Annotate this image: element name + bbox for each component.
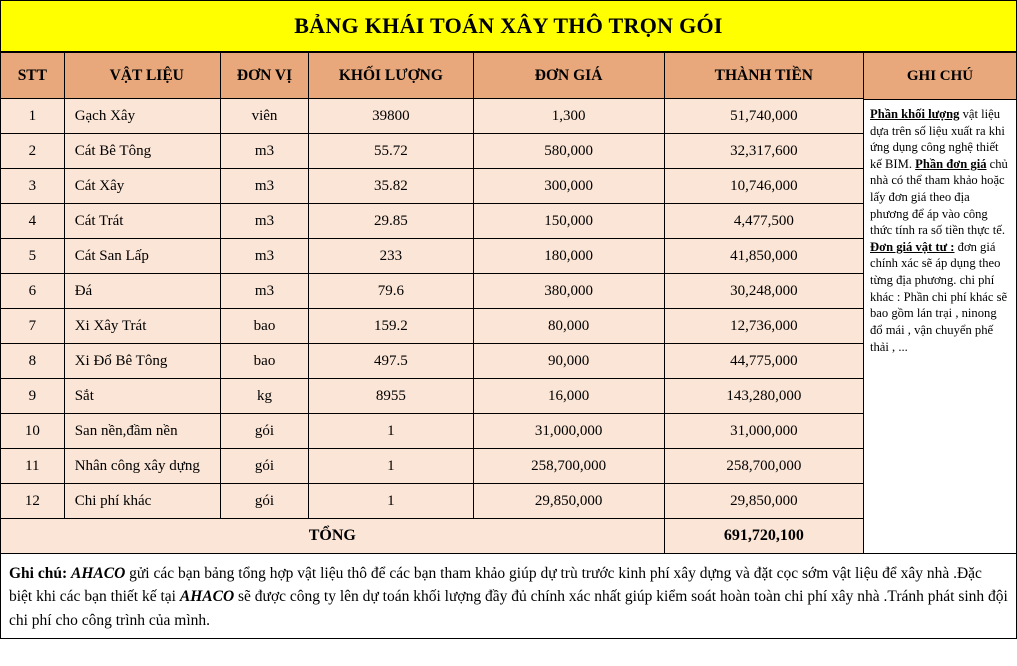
page-title: BẢNG KHÁI TOÁN XÂY THÔ TRỌN GÓI: [294, 13, 723, 38]
cell-material: San nền,đầm nền: [64, 414, 220, 449]
cell-material: Xi Xây Trát: [64, 309, 220, 344]
cell-unit: m3: [220, 134, 308, 169]
cell-unitprice: 380,000: [473, 274, 664, 309]
cell-unit: gói: [220, 414, 308, 449]
cell-stt: 11: [1, 449, 65, 484]
cell-unit: m3: [220, 169, 308, 204]
cell-amount: 258,700,000: [664, 449, 863, 484]
cell-unitprice: 16,000: [473, 379, 664, 414]
cell-material: Cát Xây: [64, 169, 220, 204]
cell-quantity: 39800: [309, 99, 473, 134]
cell-quantity: 8955: [309, 379, 473, 414]
footer-text-1: gửi các bạn bảng tổng hợp vật liệu thô để các bạn tham khảo giúp dự trù trước kinh phí xây dựng và đặt cọc sớm vật liệu để xây nhà .Đặc biệt khi các bạn thiết kế tại: [9, 565, 982, 606]
cell-stt: 12: [1, 484, 65, 519]
table-header: [1, 53, 864, 99]
cell-unit: gói: [220, 449, 308, 484]
cell-unit: bao: [220, 344, 308, 379]
cell-unit: gói: [220, 484, 308, 519]
cell-material: Đá: [64, 274, 220, 309]
table-row: [1, 169, 864, 204]
cell-stt: 9: [1, 379, 65, 414]
notes-part3-label: Đơn giá vật tư :: [870, 239, 955, 254]
notes-column: [864, 52, 1017, 554]
notes-part1-text: vật liệu dựa trên số liệu xuất ra khi ứng dụng công nghệ thiết kế BIM.: [870, 107, 1005, 171]
column-header-stt: STT: [1, 53, 65, 99]
cell-unit: m3: [220, 274, 308, 309]
table-row: [1, 484, 864, 519]
table-row: [1, 379, 864, 414]
cell-unitprice: 258,700,000: [473, 449, 664, 484]
notes-part3-text: đơn giá chính xác sẽ áp dụng theo từng địa phương.: [870, 239, 1001, 288]
cell-quantity: 79.6: [309, 274, 473, 309]
footer-brand-2: AHACO: [179, 588, 235, 606]
notes-part1-label: Phần khối lượng: [870, 107, 960, 121]
footer-text-2: sẽ được công ty lên dự toán khối lượng đầy đủ chính xác nhất giúp kiểm soát hoàn toàn chi phí xây nhà .Tránh phát sinh đội chi phí cho công trình của mình.: [9, 588, 1008, 629]
sheet-title-bar: [0, 0, 1017, 52]
cell-unitprice: 29,850,000: [473, 484, 664, 519]
footer-brand-1: AHACO: [71, 565, 126, 582]
table-row: [1, 274, 864, 309]
table-row: [1, 344, 864, 379]
cell-amount: 143,280,000: [664, 379, 863, 414]
cell-amount: 32,317,600: [664, 134, 863, 169]
table-row: [1, 449, 864, 484]
cell-quantity: 1: [309, 449, 473, 484]
table-row: [1, 414, 864, 449]
cell-unitprice: 580,000: [473, 134, 664, 169]
cell-unitprice: 150,000: [473, 204, 664, 239]
table-row: [1, 204, 864, 239]
cell-amount: 4,477,500: [664, 204, 863, 239]
column-header-material: VẬT LIỆU: [64, 53, 220, 99]
notes-body: [864, 100, 1016, 553]
cell-unit: bao: [220, 309, 308, 344]
notes-part2-text: chủ nhà có thể tham khảo hoặc lấy đơn giá theo địa phương để áp vào công thức tính ra số tiền thực tế.: [870, 156, 1008, 238]
cell-quantity: 497.5: [309, 344, 473, 379]
cell-stt: 5: [1, 239, 65, 274]
footer-label: Ghi chú:: [9, 565, 68, 582]
cell-stt: 6: [1, 274, 65, 309]
table-row: [1, 134, 864, 169]
cell-stt: 10: [1, 414, 65, 449]
column-header-amount: THÀNH TIỀN: [664, 53, 863, 99]
cell-quantity: 55.72: [309, 134, 473, 169]
cell-unit: viên: [220, 99, 308, 134]
notes-part4-text: chi phí khác : Phần chi phí khác sẽ bao gồm lán trại , ninong đổ mái , vận chuyển phế thải , ...: [870, 273, 1008, 354]
cell-material: Cát Trát: [64, 204, 220, 239]
cell-unitprice: 180,000: [473, 239, 664, 274]
total-row: [1, 519, 864, 554]
cost-table-wrapper: [0, 52, 864, 554]
cell-quantity: 1: [309, 414, 473, 449]
cell-stt: 1: [1, 99, 65, 134]
cell-stt: 7: [1, 309, 65, 344]
cell-amount: 41,850,000: [664, 239, 863, 274]
cell-unit: m3: [220, 204, 308, 239]
cell-quantity: 1: [309, 484, 473, 519]
cell-unitprice: 1,300: [473, 99, 664, 134]
table-row: [1, 309, 864, 344]
cell-material: Cát Bê Tông: [64, 134, 220, 169]
cell-unitprice: 80,000: [473, 309, 664, 344]
sheet-body: [0, 52, 1017, 554]
cell-quantity: 159.2: [309, 309, 473, 344]
cell-amount: 44,775,000: [664, 344, 863, 379]
cell-material: Gạch Xây: [64, 99, 220, 134]
total-amount: 691,720,100: [664, 519, 863, 554]
cell-quantity: 35.82: [309, 169, 473, 204]
cell-quantity: 233: [309, 239, 473, 274]
cell-amount: 30,248,000: [664, 274, 863, 309]
cell-amount: 10,746,000: [664, 169, 863, 204]
cell-amount: 31,000,000: [664, 414, 863, 449]
column-header-quantity: KHỐI LƯỢNG: [309, 53, 473, 99]
column-header-unitprice: ĐƠN GIÁ: [473, 53, 664, 99]
cell-material: Nhân công xây dựng: [64, 449, 220, 484]
cost-table: [0, 52, 864, 554]
cell-stt: 2: [1, 134, 65, 169]
column-header-unit: ĐƠN VỊ: [220, 53, 308, 99]
table-body: [1, 99, 864, 554]
cell-unitprice: 31,000,000: [473, 414, 664, 449]
cell-stt: 8: [1, 344, 65, 379]
cell-stt: 4: [1, 204, 65, 239]
cell-unitprice: 300,000: [473, 169, 664, 204]
footer-note: [0, 554, 1017, 639]
cell-amount: 12,736,000: [664, 309, 863, 344]
cell-material: Xi Đổ Bê Tông: [64, 344, 220, 379]
total-label: TỔNG: [1, 519, 665, 554]
cell-amount: 51,740,000: [664, 99, 863, 134]
cell-material: Sắt: [64, 379, 220, 414]
cell-stt: 3: [1, 169, 65, 204]
table-row: [1, 239, 864, 274]
cell-material: Chi phí khác: [64, 484, 220, 519]
cell-quantity: 29.85: [309, 204, 473, 239]
cell-material: Cát San Lấp: [64, 239, 220, 274]
cell-unit: kg: [220, 379, 308, 414]
cell-unitprice: 90,000: [473, 344, 664, 379]
table-row: [1, 99, 864, 134]
notes-header: GHI CHÚ: [864, 53, 1016, 100]
cell-unit: m3: [220, 239, 308, 274]
cell-amount: 29,850,000: [664, 484, 863, 519]
notes-part2-label: Phần đơn giá: [915, 156, 987, 171]
header-row: [1, 53, 864, 99]
